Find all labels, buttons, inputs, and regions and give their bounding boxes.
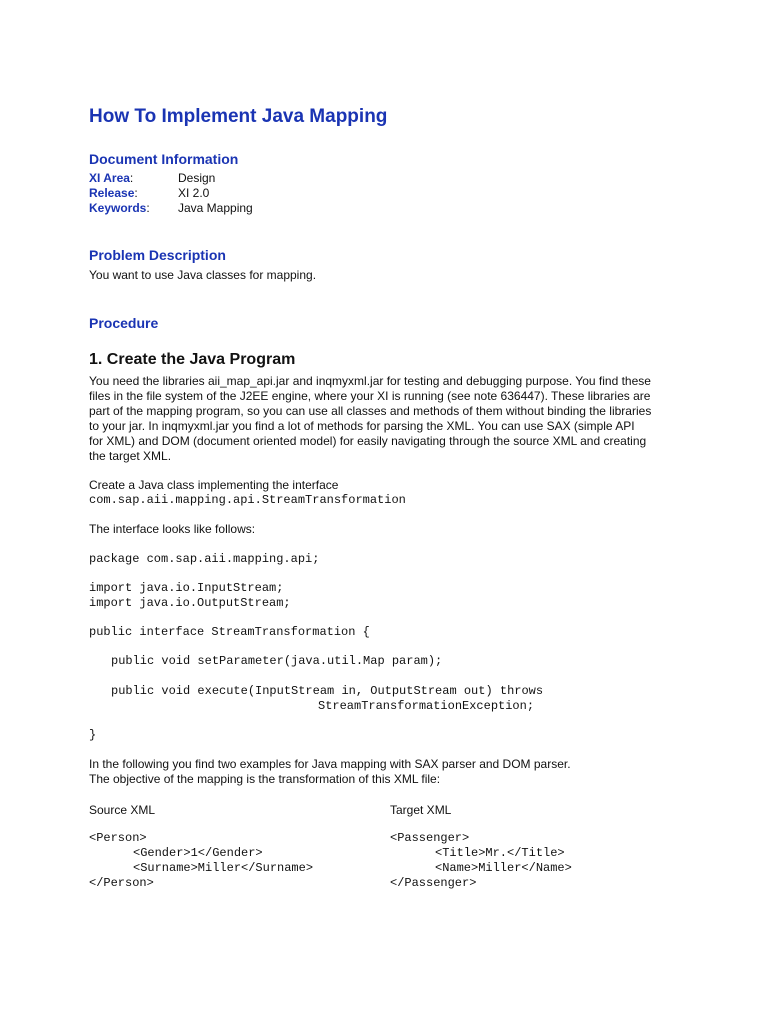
code-line: import java.io.OutputStream; (89, 596, 291, 610)
target-xml-label: Target XML (390, 803, 452, 817)
section1-paragraph (89, 374, 689, 464)
source-xml-label: Source XML (89, 803, 156, 817)
problem-text: You want to use Java classes for mapping. (89, 268, 317, 282)
xml-line: <Gender>1</Gender> (133, 846, 263, 860)
interface-name: com.sap.aii.mapping.api.StreamTransformation (89, 493, 406, 507)
doc-info-row: XI Area: (89, 171, 134, 185)
doc-info-value: Java Mapping (178, 201, 253, 215)
paragraph-line: The objective of the mapping is the transformation of this XML file: (89, 772, 441, 786)
doc-info-value: Design (178, 171, 216, 185)
code-line: } (89, 728, 97, 742)
paragraph-line: part of the mapping program, so you can use all classes and methods of them without binding the libraries (89, 404, 652, 418)
procedure-heading: Procedure (89, 315, 159, 331)
paragraph-line: files in the file system of the J2EE engine, where your XI is running (see note 636447). These libraries are (89, 389, 651, 403)
doc-info-label: Keywords (89, 201, 147, 215)
doc-info-value: XI 2.0 (178, 186, 210, 200)
create-class-text: Create a Java class implementing the interface (89, 478, 339, 492)
xml-line: <Passenger> (390, 831, 470, 845)
page-title: How To Implement Java Mapping (89, 106, 388, 127)
interface-intro: The interface looks like follows: (89, 522, 256, 536)
doc-info-label: Release (89, 186, 135, 200)
xml-line: <Title>Mr.</Title> (435, 846, 565, 860)
xml-line: <Name>Miller</Name> (435, 861, 572, 875)
following-paragraph (89, 757, 689, 787)
problem-heading: Problem Description (89, 247, 226, 263)
doc-info-row: Release: (89, 186, 138, 200)
doc-info-row: Keywords: (89, 201, 150, 215)
code-line: StreamTransformationException; (318, 699, 535, 713)
code-line: public interface StreamTransformation { (89, 625, 370, 639)
doc-info-heading: Document Information (89, 151, 239, 167)
paragraph-line: You need the libraries aii_map_api.jar and inqmyxml.jar for testing and debugging purpose. You find these (89, 374, 651, 388)
xml-line: </Person> (89, 876, 154, 890)
code-line: public void setParameter(java.util.Map param); (111, 654, 443, 668)
code-line: import java.io.InputStream; (89, 581, 284, 595)
section-heading: 1. Create the Java Program (89, 351, 296, 368)
paragraph-line: In the following you find two examples for Java mapping with SAX parser and DOM parser. (89, 757, 571, 771)
code-line: package com.sap.aii.mapping.api; (89, 552, 320, 566)
paragraph-line: the target XML. (89, 449, 172, 463)
xml-line: <Person> (89, 831, 147, 845)
xml-line: <Surname>Miller</Surname> (133, 861, 314, 875)
paragraph-line: for XML) and DOM (document oriented model) for easily navigating through the source XML and creating (89, 434, 647, 448)
code-line: public void execute(InputStream in, OutputStream out) throws (111, 684, 544, 698)
paragraph-line: to your jar. In inqmyxml.jar you find a lot of methods for parsing the XML. You can use SAX (simple API (89, 419, 635, 433)
xml-line: </Passenger> (390, 876, 477, 890)
doc-info-label: XI Area (89, 171, 130, 185)
